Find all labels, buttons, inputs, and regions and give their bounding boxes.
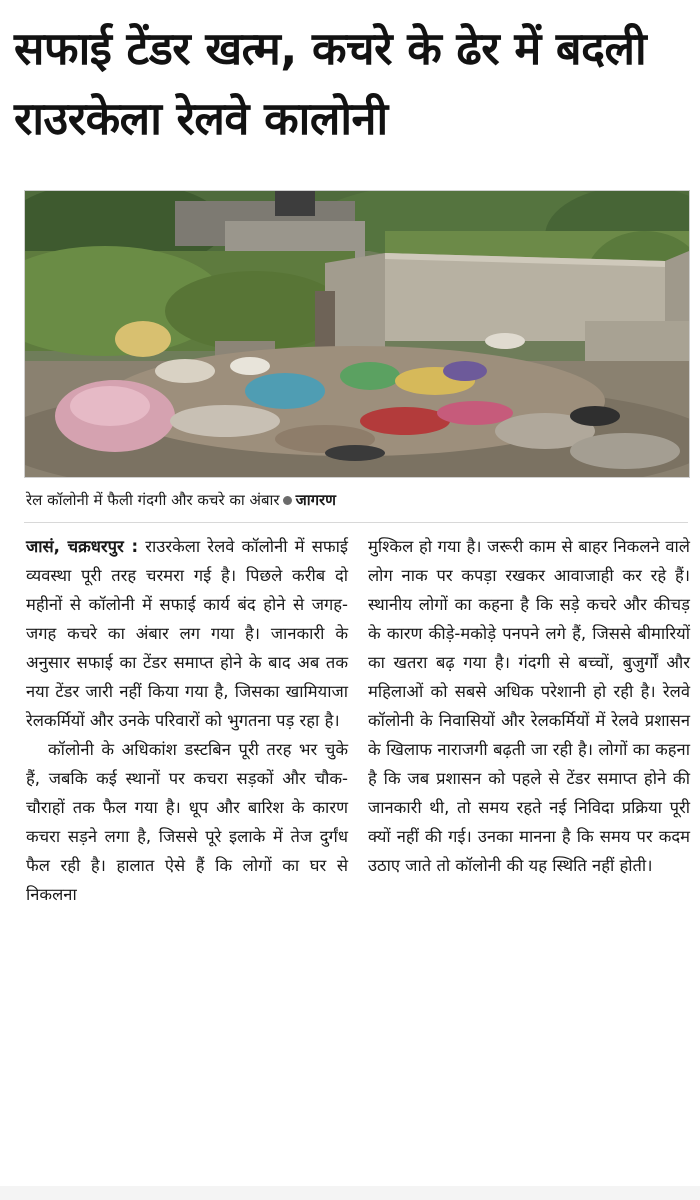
- paragraph-text: राउरकेला रेलवे कॉलोनी में सफाई व्यवस्था पूरी तरह चरमरा गई है। पिछले करीब दो महीनों से कॉलोनी में सफाई कार्य बंद होने से जगह-जगह कचरे का अंबार लग गया है। जानकारी के अनुसार सफाई का टेंडर समाप्त होने के बाद अब तक नया टेंडर जारी नहीं किया गया है, जिसका खामियाजा रेलकर्मियों और उनके परिवारों को भुगतना पड़ रहा है।: [26, 537, 348, 730]
- photo-caption: [26, 489, 686, 511]
- article-column-right: [368, 532, 690, 880]
- article-paragraph: [26, 532, 348, 735]
- page-bottom-edge: [0, 1186, 700, 1200]
- article-paragraph: मुश्किल हो गया है। जरूरी काम से बाहर निकलने वाले लोग नाक पर कपड़ा रखकर आवाजाही कर रहे हैं। स्थानीय लोगों का कहना है कि सड़े कचरे और कीचड़ के कारण कीड़े-मकोड़े पनपने लगे हैं, जिससे बीमारियों का खतरा बढ़ गया है। गंदगी से बच्चों, बुजुर्गों और महिलाओं को सबसे अधिक परेशानी हो रही है। रेलवे कॉलोनी के निवासियों और रेलकर्मियों में रेलवे प्रशासन के खिलाफ नाराजगी बढ़ती जा रही है। लोगों का कहना है कि जब प्रशासन को पहले से टेंडर समाप्त होने की जानकारी थी, तो समय रहते नई निविदा प्रक्रिया पूरी क्यों नहीं की गई। उनका मानना है कि समय पर कदम उठाए जाते तो कॉलोनी की यह स्थिति नहीं होती।: [368, 537, 690, 875]
- bullet-dot-icon: [283, 496, 292, 505]
- article-column-left: [26, 532, 348, 909]
- photo-credit: जागरण: [295, 491, 337, 509]
- news-photo-garbage-dump: [24, 190, 690, 478]
- article-paragraph: कॉलोनी के अधिकांश डस्टबिन पूरी तरह भर चुके हैं, जबकि कई स्थानों पर कचरा सड़कों और चौक-चौराहों तक फैल गया है। धूप और बारिश के कारण कचरा सड़ने लगा है, जिससे पूरे इलाके में तेज दुर्गंध फैल रही है। हालात ऐसे हैं कि लोगों का घर से निकलना: [26, 740, 348, 904]
- caption-text: रेल कॉलोनी में फैली गंदगी और कचरे का अंबार: [26, 491, 280, 509]
- dateline: जासं, चक्रधरपुर :: [26, 537, 139, 556]
- caption-divider: [24, 522, 688, 523]
- headline: सफाई टेंडर खत्म, कचरे के ढेर में बदली राउरकेला रेलवे कालोनी: [14, 22, 647, 145]
